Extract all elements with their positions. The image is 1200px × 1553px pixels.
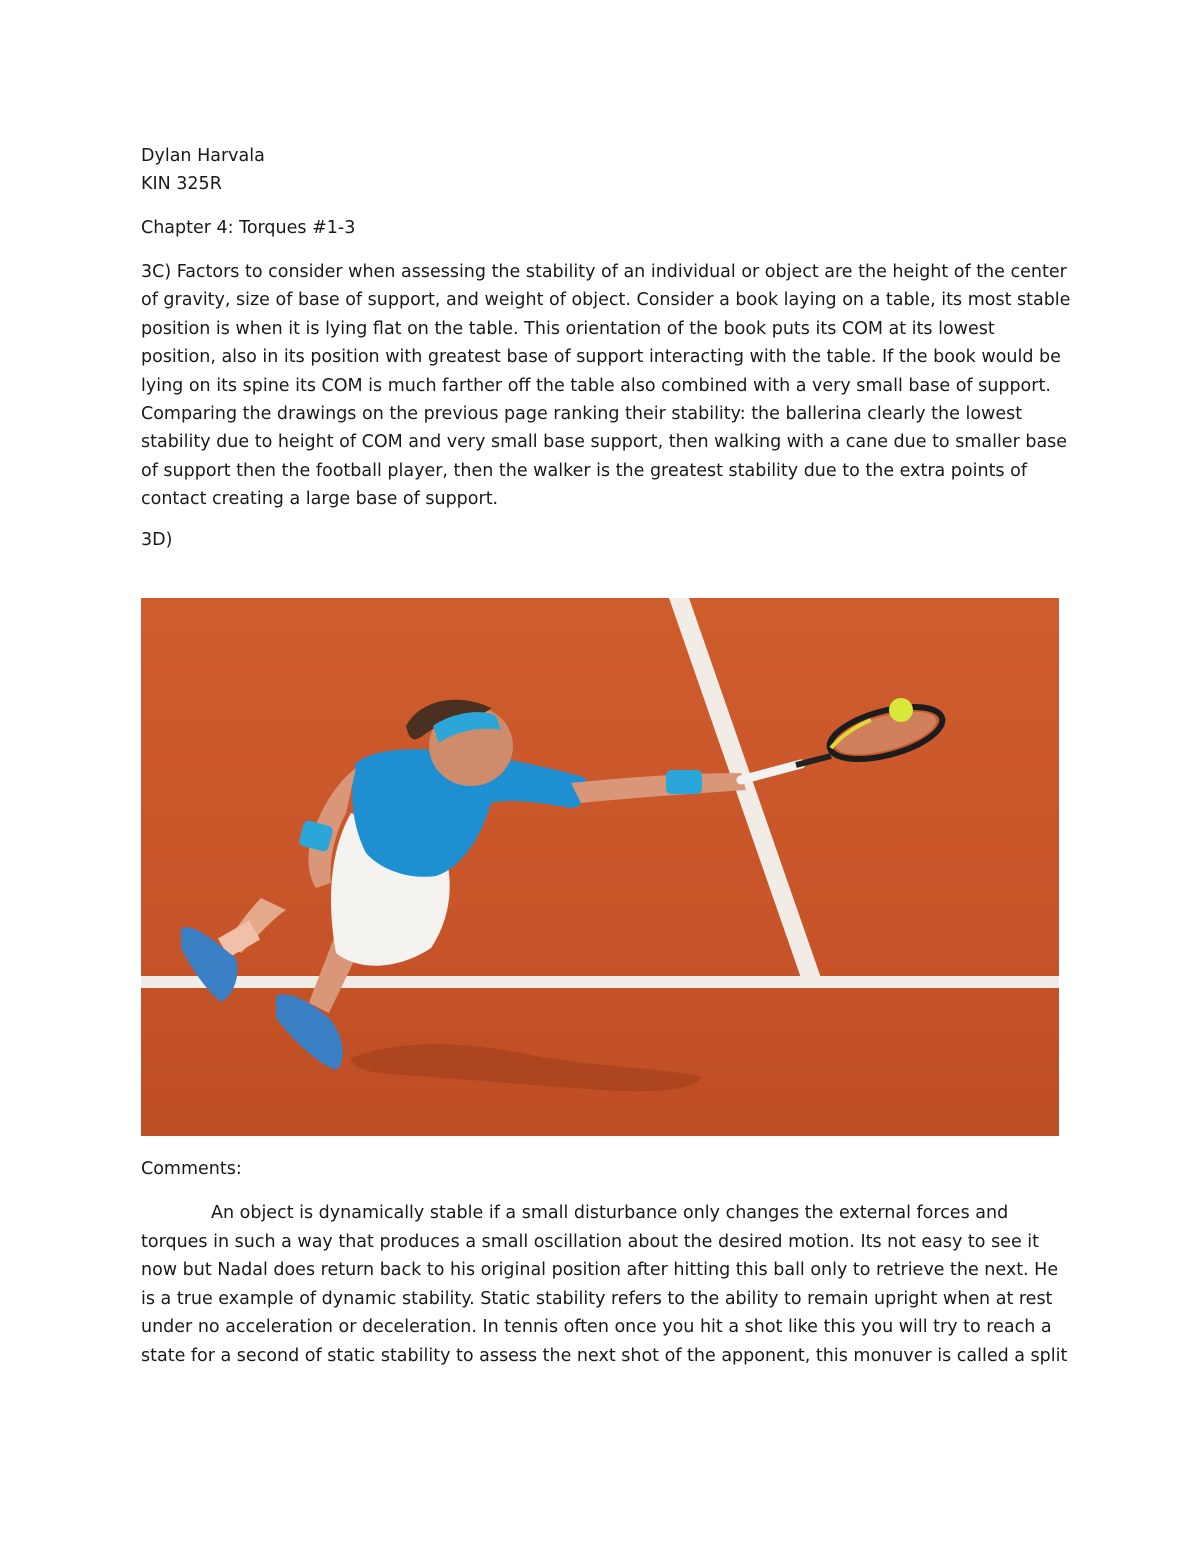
paragraph-line: torques in such a way that produces a small oscillation about the desired motion. Its not easy to see it [141,1231,1040,1252]
paragraph-line: stability due to height of COM and very small base support, then walking with a cane due to smaller base [141,432,1068,453]
comments-section [141,1157,1068,1371]
paragraph-line: of gravity, size of base of support, and weight of object. Consider a book laying on a table, its most stable [141,290,1071,311]
tennis-ball [889,698,913,722]
section-3d-label: 3D) [141,529,173,550]
comments-paragraph [141,1199,1068,1371]
paragraph-line: contact creating a large base of support. [141,489,499,510]
paragraph-line: Comparing the drawings on the previous page ranking their stability: the ballerina clearly the lowest [141,404,1023,425]
tennis-player-photo [141,598,1059,1136]
paragraph-line: An object is dynamically stable if a small disturbance only changes the external forces and [211,1203,1009,1223]
court-baseline [141,976,1059,988]
paragraph-line: position is when it is lying flat on the table. This orientation of the book puts its COM at its lowest [141,318,995,339]
player-wristband-right [666,770,702,794]
course-code: KIN 325R [141,174,222,194]
chapter-title: Chapter 4: Torques #1-3 [141,218,356,238]
paragraph-line: under no acceleration or deceleration. In tennis often once you hit a shot like this you will try to reach a [141,1317,1052,1338]
paragraph-line: position, also in its position with greatest base of support interacting with the table. If the book would be [141,347,1061,368]
clay-court [141,598,1059,1136]
author-name: Dylan Harvala [141,146,265,166]
section-3c-paragraph [141,258,1071,514]
paragraph-line: state for a second of static stability to assess the next shot of the apponent, this monuver is called a split [141,1345,1068,1366]
paragraph-line: 3C) Factors to consider when assessing the stability of an individual or object are the height of the center [141,262,1067,282]
paragraph-line: lying on its spine its COM is much farther off the table also combined with a very small base of support. [141,375,1051,396]
document-body [141,140,1071,552]
comments-heading: Comments: [141,1159,242,1179]
paragraph-line: now but Nadal does return back to his original position after hitting this ball only to retrieve the next. He [141,1260,1059,1281]
paragraph-line: is a true example of dynamic stability. Static stability refers to the ability to remain upright when at rest [141,1288,1053,1309]
paragraph-line: of support then the football player, then the walker is the greatest stability due to the extra points of [141,460,1027,481]
